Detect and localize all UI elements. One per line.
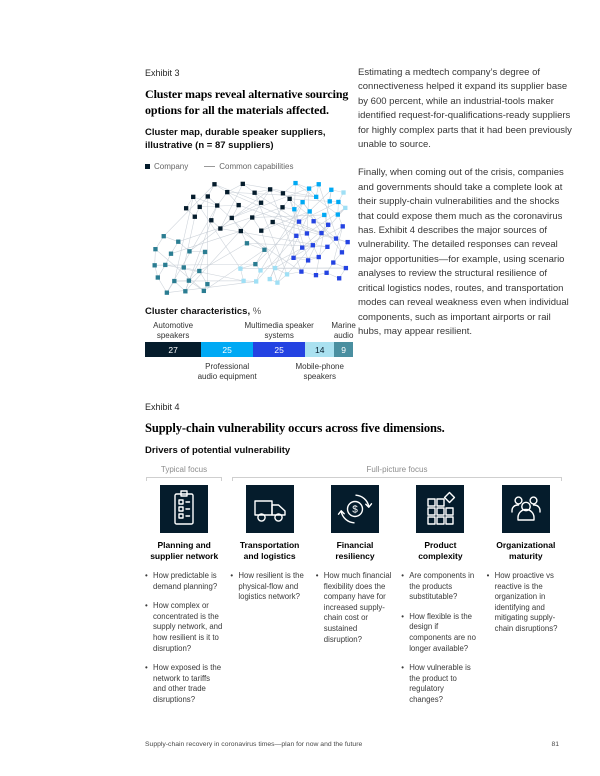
legend-item-company (145, 162, 188, 171)
article-paragraph: Finally, when coming out of the crisis, companies and governments should take a complete look at their supply-chain vulnerabilities and the shocks that could expose them much as the coronavirus has. Exhibit 4 describes the major sources of vulnerability. The detailed responses can reveal major opportunities—for example, using scenario analyses to review the structural resilience of critical logistics nodes, routes, and transportation modes can reveal weakness even when individual components, such as important airports or rail hubs, may appear resilient. (358, 167, 569, 337)
bar-segment (334, 342, 353, 357)
dimension-title-line: maturity (509, 550, 543, 561)
bullet-item (145, 601, 223, 654)
bar-label-line: Automotive (153, 321, 194, 330)
bar-segment-value: 14 (314, 344, 325, 355)
bullet-item (230, 571, 308, 603)
legend-item-capabilities (204, 162, 293, 171)
dimension-title-line: Transportation (239, 540, 300, 550)
exhibit4-subtitle: Drivers of potential vulnerability (145, 444, 291, 456)
company-square-icon (145, 164, 150, 169)
page-number: 81 (551, 741, 559, 748)
bar-segment (145, 342, 201, 357)
bullet-item (401, 612, 479, 654)
bullet-item (145, 571, 223, 592)
bullet-item (316, 571, 394, 645)
svg-text:$: $ (352, 504, 358, 516)
cluster-map-svg (145, 176, 352, 296)
dimension-bullets (145, 571, 223, 706)
stacked-bar (145, 342, 353, 357)
dimension-bullets (230, 571, 308, 603)
cluster-map-network (145, 176, 353, 301)
exhibit4-section (145, 402, 565, 715)
bullet-dot: • (401, 611, 404, 621)
article-paragraphs (358, 66, 572, 353)
typical-focus-label: Typical focus (160, 465, 208, 474)
bar-label-line: Marine (331, 321, 356, 330)
bar-label-line: Mobile-phone (295, 362, 344, 371)
dimension-title (401, 540, 479, 561)
bullet-dot: • (401, 663, 404, 673)
bar-label-line: speakers (156, 330, 190, 340)
typical-focus-bracket (146, 477, 222, 481)
dimension-title-line: complexity (418, 550, 463, 561)
bar-title-text: Cluster characteristics, (145, 306, 251, 317)
bar-segment-value: 9 (341, 344, 346, 355)
bullet-text: How resilient is the physical-flow and logistics network? (238, 571, 304, 602)
people-group-icon (502, 485, 550, 533)
dimension-column (316, 485, 394, 715)
bar-segment-value: 27 (168, 344, 178, 355)
bullet-dot: • (145, 601, 148, 611)
page-footer (145, 741, 559, 748)
bar-segment (305, 342, 334, 357)
article-paragraph: Estimating a medtech company’s degree of connectiveness helped it expand its supplier base by 600 percent, while an industrial-tools maker identified request-for-qualifications-ready suppliers for highly complex parts that it had been previously unable to source. (358, 67, 572, 151)
product-grid-icon (416, 485, 464, 533)
cluster-characteristics (145, 306, 356, 395)
bar-segment-value: 25 (222, 344, 232, 355)
exhibit3-subtitle-line: Cluster map, durable speaker suppliers, (145, 127, 326, 138)
legend-capabilities-label: Common capabilities (219, 162, 294, 171)
bar-segment (201, 342, 253, 357)
dimension-column (230, 485, 308, 715)
bullet-dot: • (315, 571, 319, 580)
dimension-columns (145, 485, 565, 715)
dimension-title (316, 540, 394, 561)
bullet-dot: • (145, 663, 148, 673)
bullet-dot: • (401, 571, 404, 580)
bar-segment-value: 25 (274, 344, 284, 355)
exhibit3-label: Exhibit 3 (145, 68, 180, 78)
bullet-text: How proactive vs reactive is the organization in identifying and mitigating supply-chain disruptions? (494, 571, 558, 633)
exhibit3-subtitle (145, 127, 353, 152)
bar-segment-label (275, 362, 365, 381)
dimension-title-line: Financial (336, 540, 374, 550)
footer-title: Supply-chain recovery in coronavirus times—plan for now and the future (145, 741, 363, 748)
dimension-column (145, 485, 223, 715)
bar-label-line: audio equipment (197, 371, 257, 381)
bar-segment-label (182, 362, 272, 381)
stacked-bar-chart (145, 321, 356, 395)
bullet-text: How flexible is the design if components are no longer available? (409, 611, 476, 653)
cluster-map-legend (145, 162, 353, 171)
dimension-bullets (487, 571, 565, 635)
bullet-text: Are components in the products substitutable? (409, 571, 475, 602)
exhibit3-subtitle-line: illustrative (n = 87 suppliers) (145, 139, 274, 151)
bar-segment (253, 342, 305, 357)
exhibit4-title: Supply-chain vulnerability occurs across five dimensions. (145, 421, 445, 435)
dollar-cycle-icon (331, 485, 379, 533)
bar-label-line: systems (264, 330, 294, 340)
dimension-title-line: supplier network (150, 550, 219, 561)
bar-segment-label (128, 321, 218, 340)
bullet-item (145, 663, 223, 705)
exhibit3-title (145, 87, 353, 118)
exhibit3-section (145, 68, 356, 395)
dimension-title-line: and logistics (243, 550, 296, 561)
exhibit3-title-line: options for all the materials affected. (145, 102, 329, 117)
bullet-item (487, 571, 565, 635)
focus-brackets (145, 465, 565, 483)
bullet-item (401, 663, 479, 705)
bar-chart-title (145, 306, 353, 317)
bullet-dot: • (230, 571, 234, 580)
exhibit3-title-line: Cluster maps reveal alternative sourcing (145, 87, 349, 101)
bar-label-line: Multimedia speaker (244, 321, 314, 330)
truck-icon (246, 485, 294, 533)
bullet-text: How complex or concentrated is the supply network, and how resilient is it to disruption? (153, 601, 223, 653)
dimension-title (145, 540, 223, 561)
legend-company-label: Company (154, 162, 189, 171)
bullet-text: How exposed is the network to tariffs and other trade disruptions? (153, 663, 222, 704)
dimension-title (487, 540, 565, 561)
bullet-text: How much financial flexibility does the company have for increased supply-chain cost or sustained disruption? (323, 571, 392, 644)
dimension-bullets (316, 571, 394, 645)
dimension-title-line: Planning and (157, 540, 211, 550)
dimension-column (487, 485, 565, 715)
bar-title-unit: % (252, 306, 262, 317)
bullet-text: How vulnerable is the product to regulatory changes? (409, 663, 471, 704)
full-picture-focus-label: Full-picture focus (366, 465, 428, 474)
full-picture-focus-bracket (232, 477, 562, 481)
capabilities-line-icon (204, 166, 215, 167)
dimension-title-line: Organizational (496, 540, 556, 550)
dimension-title-line: resiliency (335, 550, 375, 561)
clipboard-checklist-icon (160, 485, 208, 533)
bullet-text: How predictable is demand planning? (153, 571, 218, 591)
bullet-dot: • (145, 571, 148, 580)
bar-label-line: Professional (205, 362, 250, 371)
bullet-dot: • (486, 571, 490, 580)
dimension-title (230, 540, 308, 561)
dimension-bullets (401, 571, 479, 706)
bullet-item (401, 571, 479, 603)
bar-label-line: speakers (303, 371, 336, 381)
dimension-title-line: Product (424, 540, 457, 550)
dimension-column (401, 485, 479, 715)
exhibit4-label: Exhibit 4 (145, 402, 180, 412)
bar-label-line: audio (333, 330, 354, 340)
